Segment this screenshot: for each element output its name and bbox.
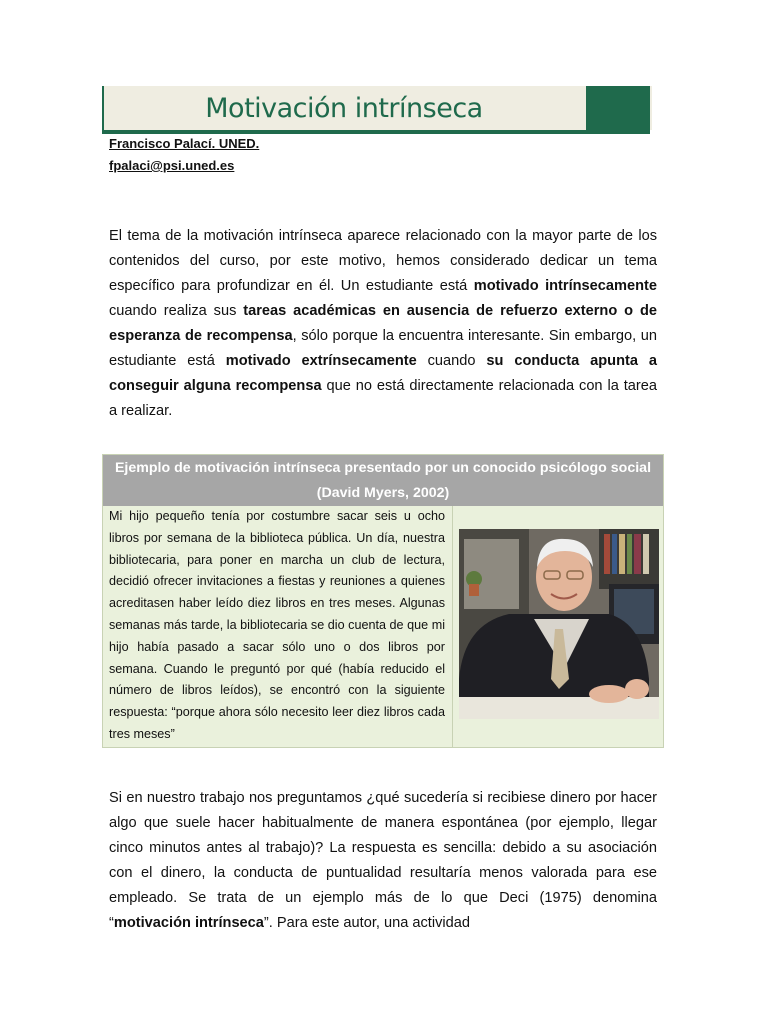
- page-title: Motivación intrínseca: [205, 93, 483, 124]
- example-box-divider: [452, 506, 453, 748]
- intro-bold-4: su conducta apunta a conseguir alguna recompensa: [109, 353, 657, 394]
- intro-text-2: cuando realiza sus: [109, 303, 244, 319]
- intro-bold-1: motivado intrínsecamente: [473, 278, 657, 294]
- header-rule: [102, 130, 650, 134]
- intro-text-3: , sólo porque la encuentra interesante. Sin embargo, un estudiante está: [109, 328, 657, 369]
- intro-text-4: cuando: [416, 353, 487, 369]
- intro-text-1: El tema de la motivación intrínseca aparece relacionado con la mayor parte de los contenidos del curso, por este motivo, hemos considerado dedicar un tema específico para profundizar en él. Un estudiante está: [109, 228, 657, 294]
- photo-david-myers: [459, 529, 659, 719]
- author-email[interactable]: fpalaci@psi.uned.es: [109, 158, 235, 173]
- example-box-heading: Ejemplo de motivación intrínseca presentado por un conocido psicólogo social (David Myers, 2002): [103, 455, 663, 506]
- header-accent-block: [586, 86, 650, 130]
- second-text-2: ”. Para este autor, una actividad: [263, 915, 470, 931]
- intro-paragraph: [109, 224, 657, 424]
- second-paragraph: [109, 786, 657, 936]
- intro-bold-2: tareas académicas en ausencia de refuerzo externo o de esperanza de recompensa: [109, 303, 657, 344]
- intro-text-5: que no está directamente relacionada con la tarea a realizar.: [109, 378, 657, 419]
- example-box-text: Mi hijo pequeño tenía por costumbre sacar seis u ocho libros por semana de la biblioteca pública. Un día, nuestra bibliotecaria, para poner en marcha un club de lectura, decidió ofrecer invitaciones a fiestas y reuniones a quienes acreditasen haber leído diez libros en tres meses. Algunas semanas más tarde, la bibliotecaria se dio cuenta de que mi hijo había pasado a sacar sólo uno o dos libros por semana. Cuando le preguntó por qué (había reducido el número de libros leídos), se encontró con la siguiente respuesta: “porque ahora sólo necesito leer diez libros cada tres meses”: [109, 509, 445, 741]
- second-bold-1: motivación intrínseca: [113, 915, 264, 931]
- author-name: Francisco Palací. UNED.: [109, 136, 260, 151]
- second-text-1: Si en nuestro trabajo nos preguntamos ¿qué sucedería si recibiese dinero por hacer algo que suele hacer habitualmente de manera espontánea (por ejemplo, llegar cinco minutos antes al trabajo)? La respuesta es sencilla: debido a su asociación con el dinero, la conducta de puntualidad resultaría menos valorada para ese empleado. Se trata de un ejemplo más de lo que Deci (1975) denomina “: [109, 790, 657, 931]
- intro-bold-3: motivado extrínsecamente: [225, 353, 417, 369]
- example-box: [102, 454, 664, 748]
